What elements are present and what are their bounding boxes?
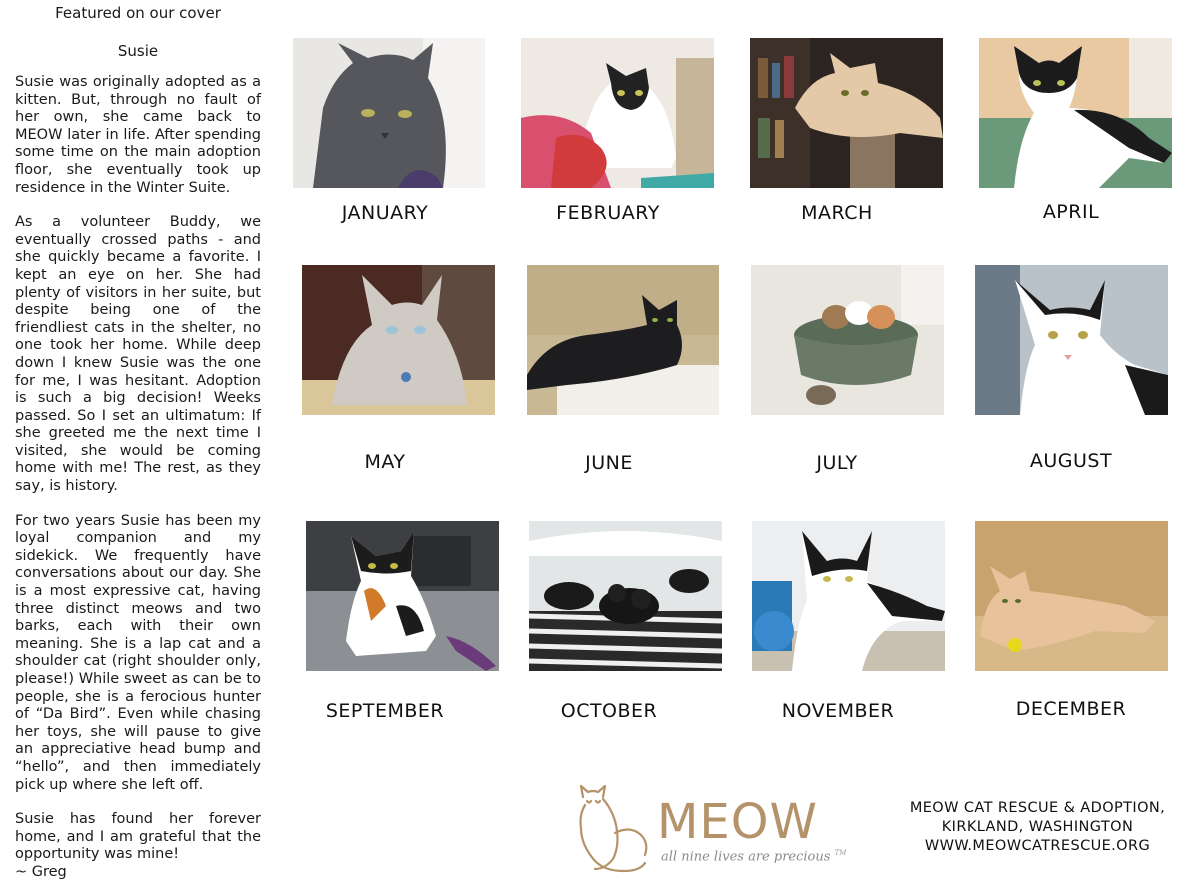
story-paragraph-3: For two years Susie has been my loyal companion and my sidekick. We frequently have conversations about our day. She is a most expressive cat, having three distinct meows and two barks, each with their own meaning. She is a lap cat and a shoulder cat (right shoulder only, please!) While sweet as can be to people, she is a ferocious hunter of “Da Bird”. Even while chasing her toys, she will pause to give an appreciative head bump and “hello”, and then immediately pick up where she left off.: [15, 512, 261, 793]
month-label-june: JUNE: [585, 452, 633, 474]
august-cat-photo: [975, 265, 1168, 415]
contact-website: WWW.MEOWCATRESCUE.ORG: [924, 838, 1151, 854]
logo-tagline-text: all nine lives are precious: [661, 849, 831, 865]
cat-outline-icon: [575, 783, 653, 875]
logo-tagline: [661, 849, 846, 864]
story-paragraph-2: As a volunteer Buddy, we eventually crossed paths - and she quickly became a favorite. I kept an eye on her. She had plenty of visitors in her suite, but despite being one of the friendliest cats in the shelter, no one took her home. While deep down I knew Susie was the one for me, I was hesitant. Adoption is such a big decision! Weeks passed. So I set an ultimatum: If she greeted me the next time I visited, she would be coming home with me! The rest, as they say, is history.: [15, 214, 261, 495]
june-cat-photo: [527, 265, 719, 415]
march-cat-photo: [750, 38, 943, 188]
month-label-january: JANUARY: [341, 202, 429, 224]
contact-org-name: MEOW CAT RESCUE & ADOPTION,: [909, 800, 1166, 816]
meow-logo: [575, 783, 847, 875]
month-label-september: SEPTEMBER: [325, 700, 445, 722]
december-kitten-photo: [975, 521, 1168, 671]
july-kittens-photo: [751, 265, 944, 415]
story-paragraph-4: Susie has found her forever home, and I am grateful that the opportunity was mine!: [15, 811, 261, 863]
month-label-may: MAY: [364, 451, 406, 473]
trademark-mark: TM: [834, 849, 847, 857]
april-cat-photo: [979, 38, 1172, 188]
month-label-july: JULY: [816, 452, 858, 474]
february-cat-photo: [521, 38, 714, 188]
may-cat-photo: [302, 265, 495, 415]
september-cat-photo: [306, 521, 499, 671]
january-cat-photo: [293, 38, 485, 188]
featured-story: [15, 0, 261, 882]
october-cats-photo: [529, 521, 722, 671]
story-cat-name: Susie: [117, 42, 159, 60]
story-signature: ~ Greg: [15, 863, 67, 880]
story-paragraph-1: Susie was originally adopted as a kitten. But, through no fault of her own, she came back to MEOW later in life. After spending some time on the main adoption floor, she eventually took up residence in the Winter Suite.: [15, 74, 261, 196]
month-label-october: OCTOBER: [560, 700, 658, 722]
month-label-february: FEBRUARY: [556, 202, 660, 224]
month-label-november: NOVEMBER: [781, 700, 895, 722]
month-label-april: APRIL: [1042, 201, 1100, 223]
contact-location: KIRKLAND, WASHINGTON: [941, 819, 1134, 835]
month-label-december: DECEMBER: [1015, 698, 1127, 720]
month-label-august: AUGUST: [1029, 450, 1113, 472]
november-cat-photo: [752, 521, 945, 671]
contact-block: [905, 799, 1170, 856]
meow-wordmark: MEOW: [657, 794, 818, 850]
month-label-march: MARCH: [801, 202, 873, 224]
story-heading: Featured on our cover: [55, 4, 221, 22]
